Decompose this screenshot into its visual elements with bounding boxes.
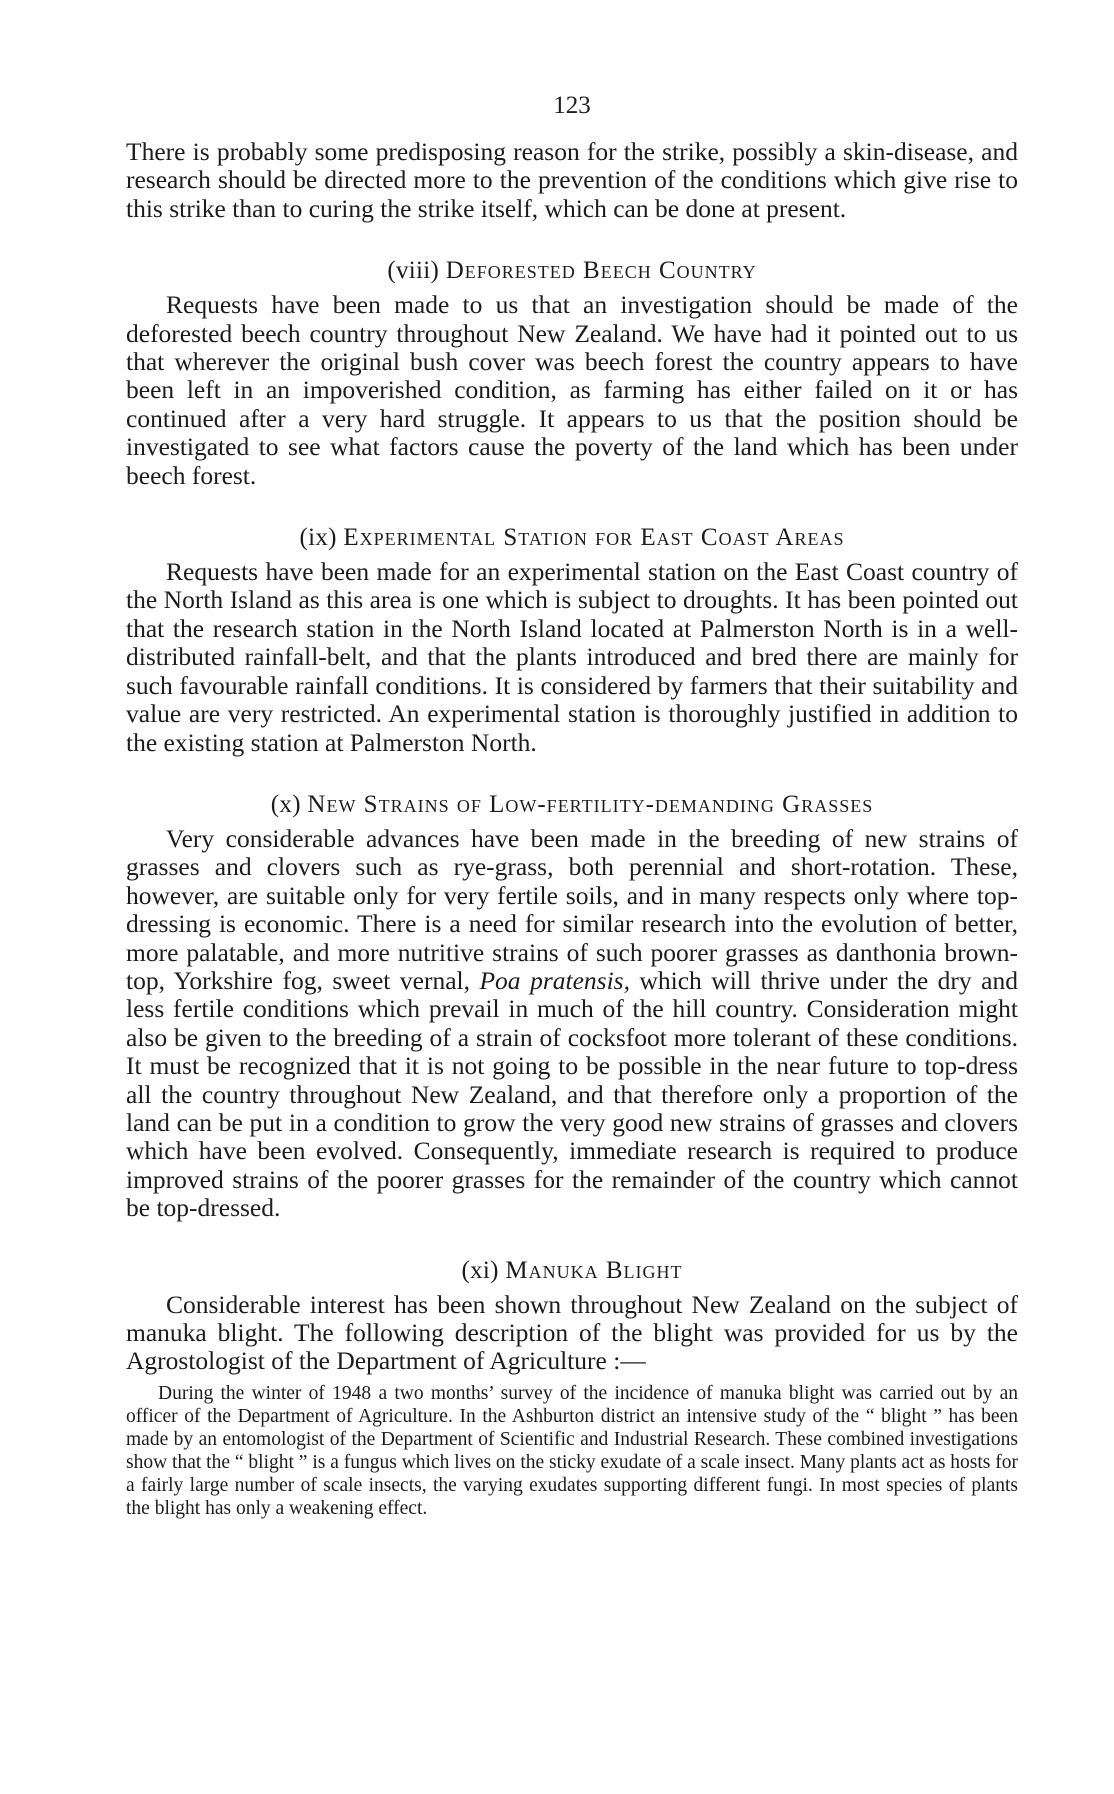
section-title: Experimental Station for East Coast Areas [343, 524, 845, 552]
section-numeral: (viii) [387, 257, 440, 285]
page-number: 123 [553, 92, 591, 119]
section-title: New Strains of Low-fertility-demanding Grasses [307, 790, 874, 818]
section-heading-xi [126, 1257, 1018, 1285]
section-heading-x [126, 791, 1018, 819]
section-paragraph-viii: Requests have been made to us that an investigation should be made of the deforested beech country throughout New Zealand. We have had it pointed out to us that wherever the original bush cover was beech forest the country appears to have been left in an impoverished condition, as farming has either failed on it or has continued after a very hard struggle. It appears to us that the position should be investigated to see what factors cause the poverty of the land which has been under beech forest. [126, 290, 1018, 490]
section-title: Manuka Blight [505, 1256, 683, 1284]
section-numeral: (ix) [299, 524, 337, 552]
paragraph-text: Very considerable advances have been made in the breeding of new strains of grasses and clovers such as rye-grass, both perennial and short-rotation. These, however, are suitable only for very fertile soils, and in many respects only where top-dressing is economic. There is a need for similar research into the evolution of better, more palatable, and more nutritive strains of such poorer grasses as danthonia brown-top, Yorkshire fog, sweet vernal, [126, 823, 1018, 995]
section-heading-ix [126, 524, 1018, 552]
paragraph-text: which will thrive under the dry and less fertile conditions which prevail in much of the hill country. Consideration might also be given to the breeding of a strain of cocksfoot more tolerant of these conditions. It must be recognized that it is not going to be possible in the near future to top-dress all the country throughout New Zealand, and that therefore only a proportion of the land can be put in a condition to grow the very good new strains of grasses and clovers which have been evolved. Consequently, immediate research is required to produce improved strains of the poorer grasses for the remainder of the country which cannot be top-dressed. [126, 965, 1018, 1223]
species-name: Poa pratensis, [479, 965, 630, 995]
intro-paragraph: There is probably some predisposing reason for the strike, possibly a skin-disease, and research should be directed more to the prevention of the conditions which give rise to this strike than to curing the strike itself, which can be done at present. [126, 137, 1018, 223]
section-title: Deforested Beech Country [445, 257, 757, 285]
block-quote: During the winter of 1948 a two months’ survey of the incidence of manuka blight was carried out by an officer of the Department of Agriculture. In the Ashburton district an intensive study of the “ blight ” has been made by an entomologist of the Department of Scientific and Industrial Research. These combined investigations show that the “ blight ” is a fungus which lives on the sticky exudate of a scale insect. Many plants act as hosts for a fairly large number of scale insects, the varying exudates supporting different fungi. In most species of plants the blight has only a weakening effect. [126, 1382, 1018, 1519]
section-numeral: (xi) [461, 1256, 499, 1284]
section-paragraph-xi: Considerable interest has been shown throughout New Zealand on the subject of manuka blight. The following description of the blight was provided for us by the Agrostologist of the Department of Agriculture :— [126, 1289, 1018, 1376]
section-paragraph-x [126, 825, 1018, 1223]
document-page [126, 92, 1018, 1520]
section-paragraph-ix: Requests have been made for an experimental station on the East Coast country of the North Island as this area is one which is subject to droughts. It has been pointed out that the research station in the North Island located at Palmerston North is in a well-distributed rainfall-belt, and that the plants introduced and bred there are mainly for such favourable rainfall conditions. It is considered by farmers that their suitability and value are very restricted. An experimental station is thoroughly justified in addition to the existing station at Palmerston North. [126, 557, 1018, 757]
section-numeral: (x) [270, 790, 301, 818]
section-heading-viii [126, 257, 1018, 285]
